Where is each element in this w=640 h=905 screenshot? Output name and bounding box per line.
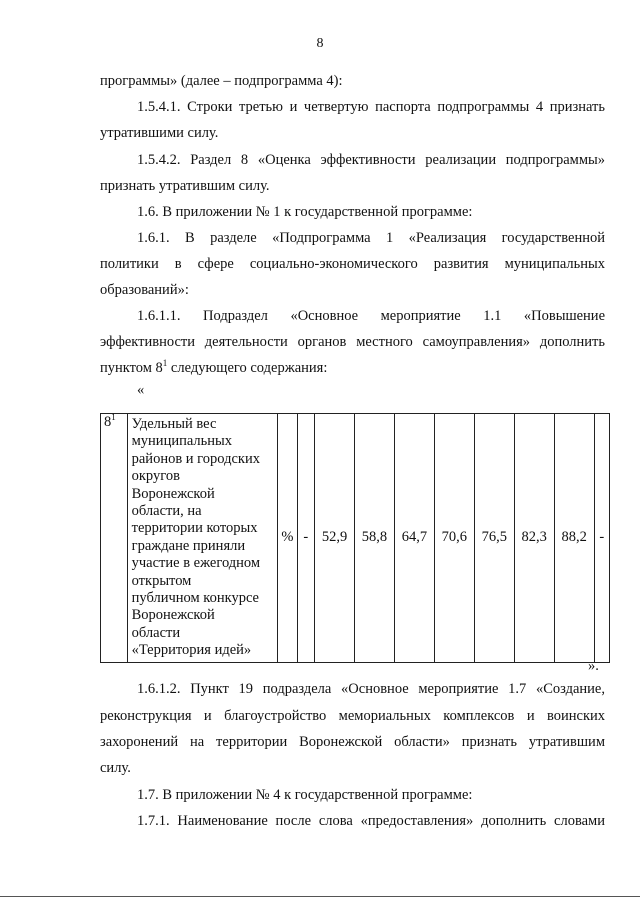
indicator-name-line: Воронежской <box>131 485 215 502</box>
value-cell: - <box>594 414 609 663</box>
paragraph-line: образований»: <box>100 282 189 298</box>
value-cell: 64,7 <box>394 414 434 663</box>
paragraph-line <box>100 359 605 377</box>
page-bottom-rule <box>0 896 640 897</box>
indicator-name-line: области <box>131 624 181 641</box>
paragraph-line: признать утратившим силу. <box>100 178 270 194</box>
opening-quote: « <box>137 382 145 398</box>
paragraph-line: политики в сфере социально-экономического развития муниципальных <box>100 256 605 272</box>
value-cell: 52,9 <box>315 414 355 663</box>
value-cell: 82,3 <box>514 414 554 663</box>
row-number-cell <box>101 414 128 663</box>
indicator-name-line: граждане приняли <box>131 537 246 554</box>
indicator-name-line: области, на <box>131 503 202 520</box>
paragraph-line: 1.6. В приложении № 1 к государственной программе: <box>137 204 473 220</box>
value-cell: 70,6 <box>434 414 474 663</box>
row-number-sup: 1 <box>111 412 116 422</box>
paragraph-line: программы» (далее – подпрограмма 4): <box>100 73 343 89</box>
paragraph-line: реконструкция и благоустройство мемориальных комплексов и воинских <box>100 708 605 724</box>
text-fragment: пунктом 8 <box>100 360 163 376</box>
indicator-name-line: участие в ежегодном <box>131 555 261 572</box>
indicator-name-line: открытом <box>131 572 192 589</box>
value-cell: - <box>297 414 314 663</box>
closing-quote: ». <box>588 658 599 674</box>
indicator-name-line: муниципальных <box>131 433 233 450</box>
indicator-table <box>100 413 610 663</box>
indicator-name-line: территории которых <box>131 520 258 537</box>
paragraph-line: 1.6.1.1. Подраздел «Основное мероприятие 1.1 «Повышение <box>137 308 605 324</box>
paragraph-line: захоронений на территории Воронежской области» признать утратившим <box>100 734 605 750</box>
paragraph-line: 1.5.4.1. Строки третью и четвертую паспорта подпрограммы 4 признать <box>137 99 605 115</box>
value-cell: 88,2 <box>554 414 594 663</box>
indicator-name-line: округов <box>131 468 180 485</box>
paragraph-line: 1.7. В приложении № 4 к государственной программе: <box>137 787 473 803</box>
row-number: 8 <box>104 414 112 430</box>
text-fragment: следующего содержания: <box>167 360 328 376</box>
page-number: 8 <box>316 36 324 51</box>
paragraph-line: эффективности деятельности органов местного самоуправления» дополнить <box>100 334 605 350</box>
indicator-name-line: районов и городских <box>131 450 260 467</box>
indicator-name-cell <box>127 414 278 663</box>
paragraph-line: силу. <box>100 760 131 776</box>
indicator-name-line: «Территория идей» <box>131 642 252 659</box>
indicator-name-line: публичном конкурсе <box>131 590 259 607</box>
table-row <box>101 414 610 663</box>
paragraph-line: утратившими силу. <box>100 125 219 141</box>
paragraph-line: 1.6.1.2. Пункт 19 подраздела «Основное мероприятие 1.7 «Создание, <box>137 681 605 697</box>
unit-cell: % <box>278 414 297 663</box>
value-cell: 76,5 <box>474 414 514 663</box>
indicator-name-line: Удельный вес <box>131 416 217 432</box>
superscript: 1 <box>162 358 168 368</box>
paragraph-line: 1.6.1. В разделе «Подпрограмма 1 «Реализация государственной <box>137 230 605 246</box>
indicator-name-line: Воронежской <box>131 607 215 624</box>
value-cell: 58,8 <box>354 414 394 663</box>
paragraph-line: 1.7.1. Наименование после слова «предоставления» дополнить словами <box>137 813 605 829</box>
paragraph-line: 1.5.4.2. Раздел 8 «Оценка эффективности реализации подпрограммы» <box>137 152 605 168</box>
